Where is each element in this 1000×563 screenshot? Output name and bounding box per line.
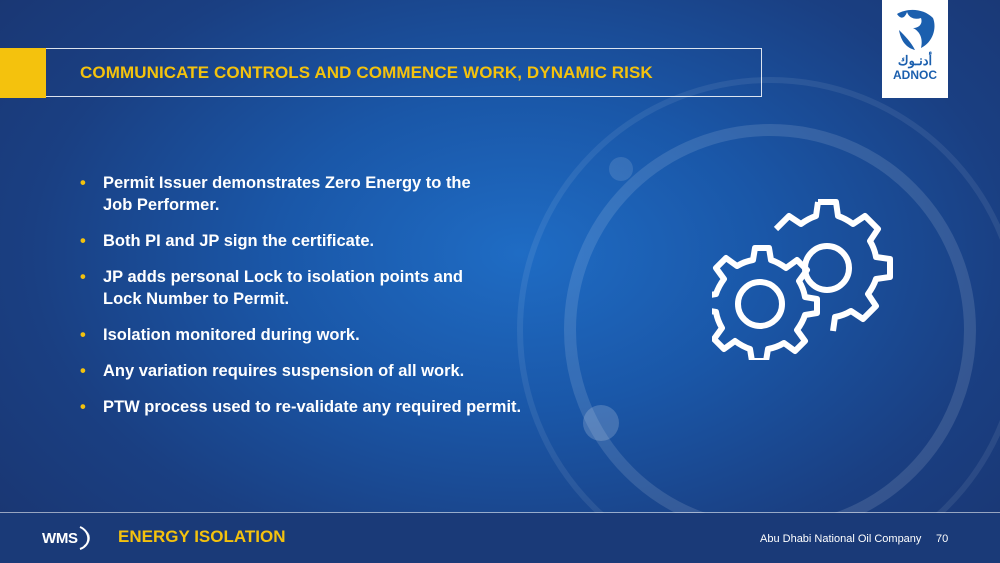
falcon-icon bbox=[893, 6, 937, 52]
bullet-dot: • bbox=[80, 232, 86, 250]
bullet-text: PTW process used to re-validate any required permit. bbox=[103, 398, 522, 416]
list-item bbox=[80, 324, 600, 346]
bullet-dot: • bbox=[80, 326, 86, 344]
bullet-text: Both PI and JP sign the certificate. bbox=[103, 232, 375, 250]
list-item bbox=[80, 266, 600, 310]
bullet-text: Isolation monitored during work. bbox=[103, 326, 360, 344]
wms-logo bbox=[42, 525, 94, 551]
list-item bbox=[80, 396, 600, 418]
title-banner bbox=[46, 48, 762, 97]
company-name: Abu Dhabi National Oil Company bbox=[760, 533, 922, 545]
bullet-dot: • bbox=[80, 362, 86, 380]
wms-brand-text: WMS bbox=[42, 529, 78, 547]
bullet-text: JP adds personal Lock to isolation points and bbox=[103, 268, 464, 286]
bullet-dot: • bbox=[80, 398, 86, 416]
gears-icon bbox=[712, 185, 898, 360]
bullet-text: Any variation requires suspension of all work. bbox=[103, 362, 465, 380]
page-title: COMMUNICATE CONTROLS AND COMMENCE WORK, DYNAMIC RISK bbox=[80, 62, 653, 82]
bullet-text-cont: Job Performer. bbox=[103, 196, 220, 214]
bullet-dot: • bbox=[80, 174, 86, 192]
page-number: 70 bbox=[936, 533, 949, 545]
wms-ring-icon bbox=[78, 525, 94, 551]
bullet-list bbox=[80, 172, 600, 432]
logo-english-text: ADNOC bbox=[893, 68, 937, 82]
bullet-text: Permit Issuer demonstrates Zero Energy to the bbox=[103, 174, 471, 192]
bullet-text-cont: Lock Number to Permit. bbox=[103, 290, 290, 308]
bullet-dot: • bbox=[80, 268, 86, 286]
list-item bbox=[80, 230, 600, 252]
list-item bbox=[80, 360, 600, 382]
adnoc-logo bbox=[882, 0, 948, 98]
footer-section-title: ENERGY ISOLATION bbox=[118, 527, 286, 546]
title-accent-bar bbox=[0, 48, 46, 98]
logo-arabic-text: أدنـوك bbox=[897, 53, 933, 68]
list-item bbox=[80, 172, 600, 216]
